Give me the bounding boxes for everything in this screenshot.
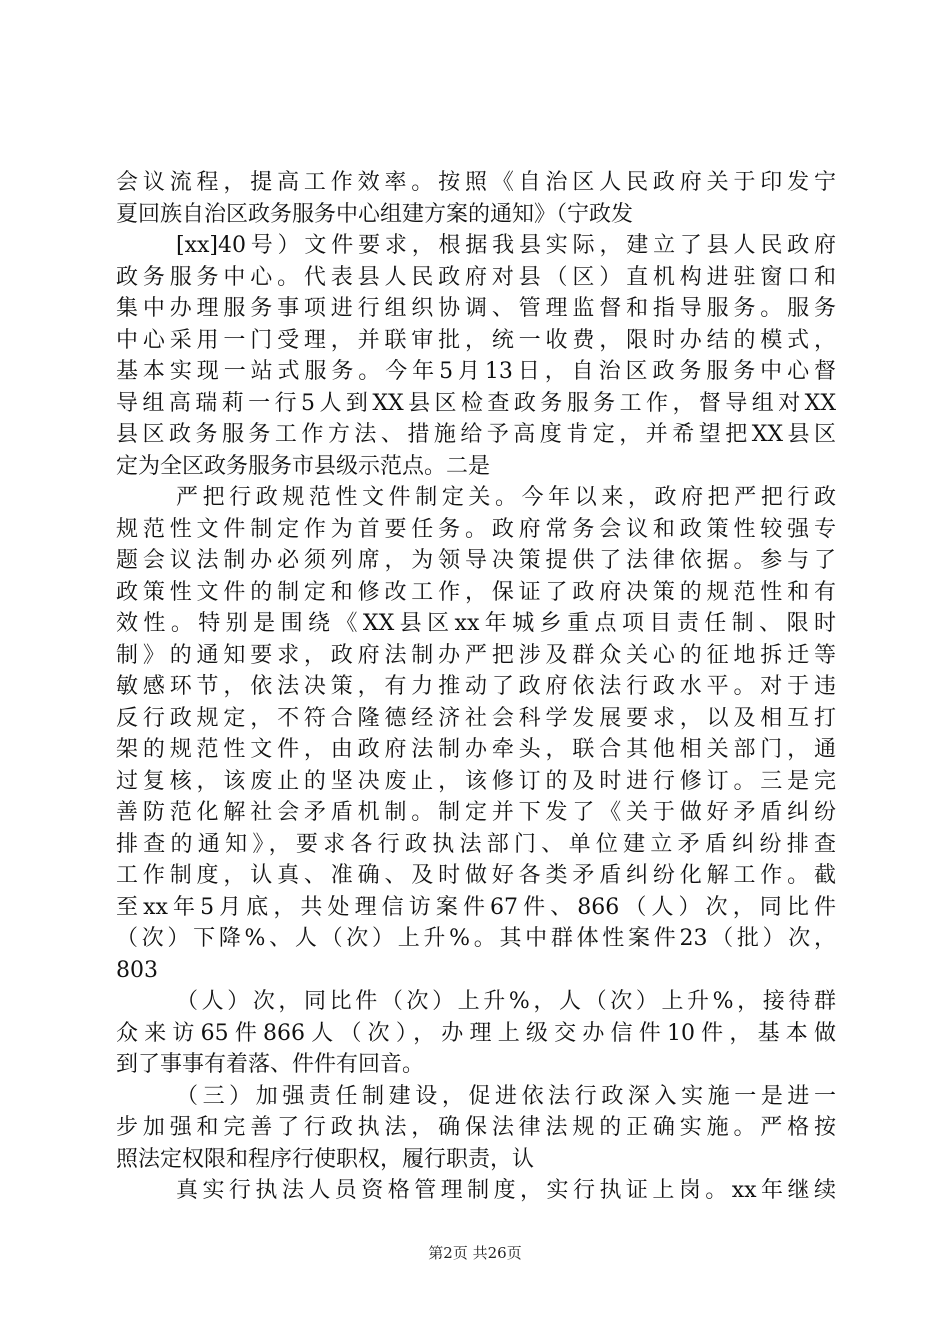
text-line: （三）加强责任制建设，促进依法行政深入实施一是进一	[176, 1083, 836, 1109]
text-line: （次）下降%、人（次）上升%。其中群体性案件23（批）次，	[116, 926, 836, 951]
text-line: 县区政务服务工作方法、措施给予高度肯定，并希望把XX县区	[116, 422, 836, 447]
text-line: 效性。特别是围绕《XX县区xx年城乡重点项目责任制、限时	[116, 611, 836, 636]
text-line: 政务服务中心。代表县人民政府对县（区）直机构进驻窗口和	[116, 264, 836, 290]
text-line: （人）次，同比件（次）上升%，人（次）上升%，接待群	[176, 989, 836, 1014]
text-line: 架的规范性文件，由政府法制办牵头，联合其他相关部门，通	[116, 737, 836, 762]
body-text	[116, 167, 836, 1207]
text-line: [xx]40号）文件要求，根据我县实际，建立了县人民政府	[176, 233, 836, 258]
text-line: 到了事事有着落、件件有回音。	[116, 1052, 425, 1077]
text-line: 题会议法制办必须列席，为领导决策提供了法律依据。参与了	[116, 548, 836, 573]
text-line: 照法定权限和程序行使职权，履行职责，认	[116, 1146, 535, 1172]
text-line: 过复核，该废止的坚决废止，该修订的及时进行修订。三是完	[116, 768, 836, 794]
text-line: 反行政规定，不符合隆德经济社会科学发展要求，以及相互打	[116, 705, 836, 731]
text-line: 集中办理服务事项进行组织协调、管理监督和指导服务。服务	[116, 296, 836, 321]
text-line: 政策性文件的制定和修改工作，保证了政府决策的规范性和有	[116, 579, 836, 605]
text-line: 制》的通知要求，政府法制办严把涉及群众关心的征地拆迁等	[116, 642, 836, 668]
text-line: 众来访65件866人（次），办理上级交办信件10件，基本做	[116, 1020, 836, 1046]
text-line: 规范性文件制定作为首要任务。政府常务会议和政策性较强专	[116, 516, 836, 542]
text-line: 步加强和完善了行政执法，确保法律法规的正确实施。严格按	[116, 1115, 836, 1140]
text-line: 夏回族自治区政务服务中心组建方案的通知》（宁政发	[116, 201, 634, 227]
text-line: 工作制度，认真、准确、及时做好各类矛盾纠纷化解工作。截	[116, 863, 836, 888]
text-line: 排查的通知》，要求各行政执法部门、单位建立矛盾纠纷排查	[116, 831, 836, 857]
text-line: 基本实现一站式服务。今年5月13日，自治区政务服务中心督	[116, 359, 836, 384]
text-line: 真实行执法人员资格管理制度，实行执证上岗。xx年继续	[176, 1178, 836, 1203]
text-line: 导组高瑞莉一行5人到XX县区检查政务服务工作，督导组对XX	[116, 390, 836, 416]
text-line: 严把行政规范性文件制定关。今年以来，政府把严把行政	[176, 485, 836, 510]
text-line: 803	[116, 957, 158, 983]
text-line: 中心采用一门受理，并联审批，统一收费，限时办结的模式，	[116, 327, 836, 353]
page-footer: 第2页 共26页	[428, 1244, 522, 1262]
text-line: 敏感环节，依法决策，有力推动了政府依法行政水平。对于违	[116, 674, 836, 699]
text-line: 定为全区政务服务市县级示范点。二是	[116, 453, 491, 479]
text-line: 善防范化解社会矛盾机制。制定并下发了《关于做好矛盾纠纷	[116, 800, 836, 825]
text-line: 至xx年5月底，共处理信访案件67件、866（人）次，同比件	[116, 894, 836, 920]
text-line: 会议流程，提高工作效率。按照《自治区人民政府关于印发宁	[116, 170, 836, 195]
